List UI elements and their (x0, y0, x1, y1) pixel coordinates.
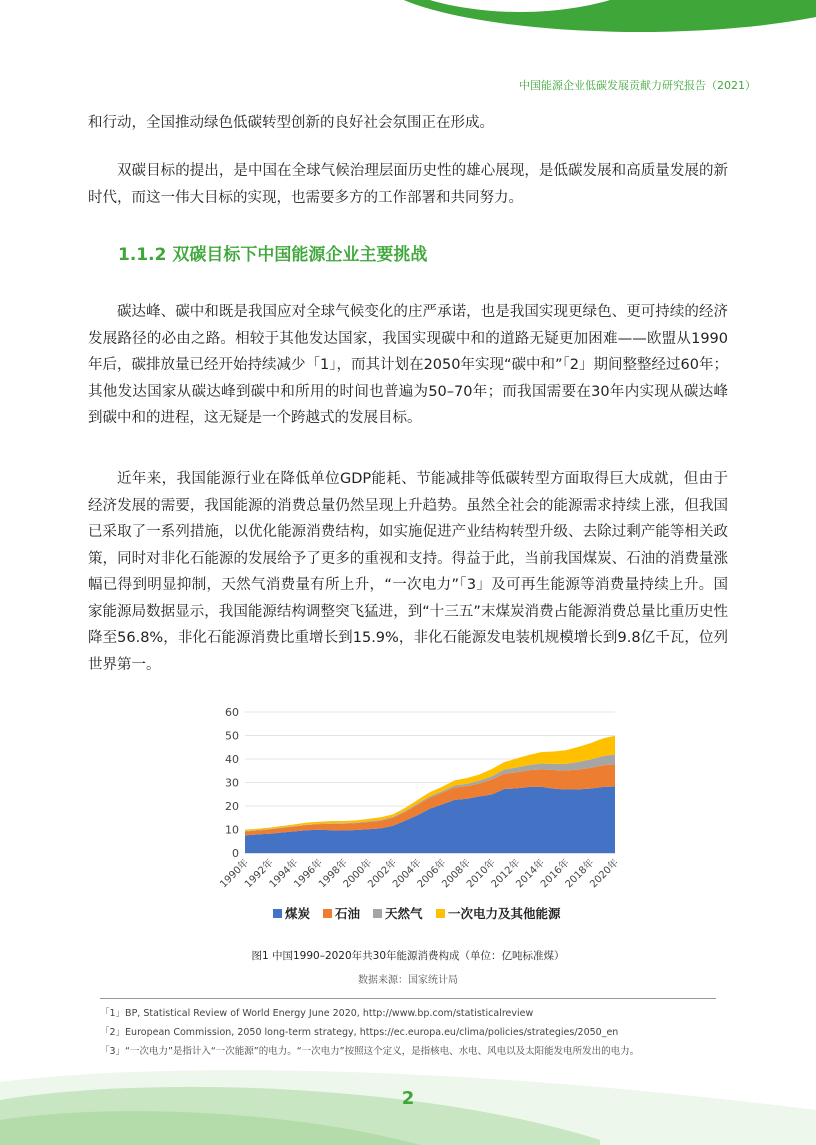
y-tick-label: 50 (225, 729, 239, 743)
x-tick-label: 2002年 (366, 857, 400, 891)
legend-label: 一次电力及其他能源 (448, 906, 561, 921)
footnote-text: BP, Statistical Review of World Energy June 2020, http://www.bp.com/statisticalreview (125, 1008, 534, 1019)
x-tick-label: 2018年 (563, 857, 597, 891)
y-tick-label: 10 (225, 823, 239, 837)
x-tick-label: 1992年 (242, 857, 276, 891)
footnote-divider (100, 998, 716, 999)
legend-swatch (373, 909, 382, 918)
paragraph-challenges: 碳达峰、碳中和既是我国应对全球气候变化的庄严承诺，也是我国实现更绿色、更可持续的经济发展路径的必由之路。相较于其他发达国家，我国实现碳中和的道路无疑更加困难——欧盟从1990年后，碳排放量已经开始持续减少「1」，而其计划在2050年实现“碳中和”「2」期间整整经过60年；其他发达国家从碳达峰到碳中和所用的时间也普遍为50–70年；而我国需要在30年内实现从碳达峰到碳中和的进程，这无疑是一个跨越式的发展目标。 (88, 304, 728, 426)
energy-consumption-chart (215, 700, 635, 940)
section-heading: 1.1.2 双碳目标下中国能源企业主要挑战 (118, 245, 428, 265)
y-tick-label: 40 (225, 753, 239, 766)
x-tick-label: 2006年 (415, 857, 449, 891)
y-tick-label: 0 (232, 847, 239, 860)
paragraph-dual-carbon: 双碳目标的提出，是中国在全球气候治理层面历史性的雄心展现，是低碳发展和高质量发展的新时代，而这一伟大目标的实现，也需要多方的工作部署和共同努力。 (88, 163, 728, 206)
x-tick-label: 2010年 (464, 857, 498, 891)
x-tick-label: 2000年 (341, 857, 375, 891)
legend-swatch (273, 909, 282, 918)
footnote-1 (100, 1005, 533, 1019)
page-number: 2 (401, 1088, 415, 1109)
x-tick-label: 2020年 (588, 857, 622, 891)
legend-label: 石油 (335, 906, 361, 921)
x-tick-label: 2014年 (514, 857, 548, 891)
footnote-mark: 「1」 (100, 1008, 126, 1019)
x-tick-label: 2008年 (440, 857, 474, 891)
chart-legend (273, 906, 561, 921)
legend-swatch (323, 909, 332, 918)
footnote-mark: 「2」 (100, 1027, 126, 1038)
legend-swatch (436, 909, 445, 918)
legend-label: 天然气 (385, 906, 423, 921)
paragraph-continuation: 和行动，全国推动绿色低碳转型创新的良好社会氛围正在形成。 (88, 115, 494, 131)
footnote-mark: 「3」 (100, 1046, 126, 1057)
x-tick-label: 1996年 (292, 857, 326, 891)
header-decoration (0, 0, 816, 40)
chart-x-axis (217, 856, 621, 890)
x-tick-label: 1994年 (267, 857, 301, 891)
footnote-text: European Commission, 2050 long-term strategy, https://ec.europa.eu/clima/policies/strategies/2050_en (125, 1027, 619, 1038)
x-tick-label: 1990年 (218, 857, 252, 891)
footnote-2 (100, 1024, 618, 1038)
x-tick-label: 1998年 (316, 857, 350, 891)
paragraph-energy-industry: 近年来，我国能源行业在降低单位GDP能耗、节能减排等低碳转型方面取得巨大成就，但由于经济发展的需要，我国能源的消费总量仍然呈现上升趋势。虽然全社会的能源需求持续上涨，但我国已采取了一系列措施，以优化能源消费结构，如实施促进产业结构转型升级、去除过剩产能等相关政策，同时对非化石能源的发展给予了更多的重视和支持。得益于此，当前我国煤炭、石油的消费量涨幅已得到明显抑制，天然气消费量有所上升，“一次电力”「3」及可再生能源等消费量持续上升。国家能源局数据显示，我国能源结构调整突飞猛进，到“十三五”末煤炭消费占能源消费总量比重历史性降至56.8%，非化石能源消费比重增长到15.9%，非化石能源发电装机规模增长到9.8亿千瓦，位列世界第一。 (88, 471, 728, 673)
x-tick-label: 2012年 (489, 857, 523, 891)
y-tick-label: 20 (225, 800, 239, 813)
chart-areas (245, 736, 615, 853)
footnote-3 (100, 1043, 639, 1057)
chart-y-axis (225, 706, 239, 860)
running-header: 中国能源企业低碳发展贡献力研究报告（2021） (519, 79, 756, 92)
y-tick-label: 60 (225, 706, 239, 719)
y-tick-label: 30 (225, 776, 239, 790)
footnote-text: “一次电力”是指计入“一次能源”的电力。“一次电力”按照这个定义，是指核电、水电、风电以及太阳能发电所发出的电力。 (125, 1046, 640, 1057)
figure-caption: 图1 中国1990–2020年共30年能源消费构成（单位：亿吨标准煤） (251, 950, 565, 962)
legend-label: 煤炭 (285, 906, 311, 921)
x-tick-label: 2016年 (538, 857, 572, 891)
x-tick-label: 2004年 (390, 857, 424, 891)
figure-source: 数据来源：国家统计局 (358, 975, 458, 986)
